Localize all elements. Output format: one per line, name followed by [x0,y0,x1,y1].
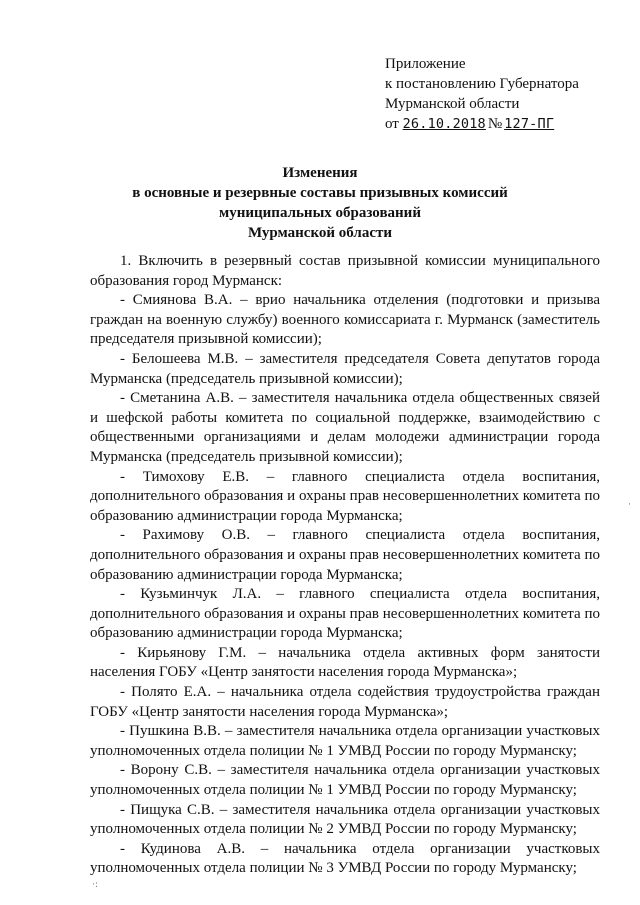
body-paragraph: - Сметанина А.В. – заместителя начальника отдела общественных связей и шефской работы комитета по социальной поддержке, взаимодействию с общественными организациями и делам молодежи администрации города Мурманска (председатель призывной комиссии); [90,390,600,465]
title-line-1: Изменения [282,165,358,181]
decree-reference: к постановлению Губернатора [385,76,579,92]
scan-speck: · [628,500,631,510]
body-paragraph: - Тимохову Е.В. – главного специалиста отдела воспитания, дополнительного образования и охраны прав несовершеннолетних комитета по образованию администрации города Мурманска; [90,468,600,524]
title-line-4: Мурманской области [247,225,393,241]
decree-date: 26.10.2018 [402,116,486,132]
scan-speck: ·: [92,880,98,890]
appendix-label: Приложение [385,56,466,72]
date-prefix: от [385,116,399,132]
document-title [90,163,550,243]
region-name: Мурманской области [385,96,520,112]
body-paragraph: 1. Включить в резервный состав призывной комиссии муниципального образования город Мурманск: [90,253,600,289]
body-paragraph: - Ворону С.В. – заместителя начальника отдела организации участковых уполномоченных отдела полиции № 1 УМВД России по городу Мурманску; [90,762,600,799]
title-line-3: муниципальных образований [219,205,421,221]
body-paragraph: - Белошеева М.В. – заместителя председателя Совета депутатов города Мурманска (председатель призывной комиссии); [90,350,600,387]
date-number-line [385,114,625,134]
body-paragraph: - Смиянова В.А. – врио начальника отделения (подготовки и призыва граждан на военную службу) военного комиссариата г. Мурманск (заместитель председателя призывной комиссии); [90,292,600,348]
body-paragraph: - Пищука С.В. – заместителя начальника отдела организации участковых уполномоченных отдела полиции № 2 УМВД России по городу Мурманску; [90,801,600,838]
body-paragraph: - Кудинова А.В. – начальника отдела организации участковых уполномоченных отдела полиции № 3 УМВД России по городу Мурманску; [90,840,600,877]
decree-number: 127-ПГ [504,116,555,132]
body-paragraph: - Кирьянову Г.М. – начальника отдела активных форм занятости населения ГОБУ «Центр занятости населения города Мурманска»; [90,644,600,681]
body-paragraph: - Полято Е.А. – начальника отдела содействия трудоустройства граждан ГОБУ «Центр занятости населения города Мурманска»; [90,684,600,720]
appendix-header [385,54,625,134]
title-line-2: в основные и резервные составы призывных комиссий [132,185,508,201]
body-paragraph: - Рахимову О.В. – главного специалиста отдела воспитания, дополнительного образования и охраны прав несовершеннолетних комитета по образованию администрации города Мурманска; [90,527,600,583]
document-body [90,252,600,879]
number-label: № [487,116,503,132]
body-paragraph: - Кузьминчук Л.А. – главного специалиста отдела воспитания, дополнительного образования и охраны прав несовершеннолетних комитета по образованию администрации города Мурманска; [90,586,600,642]
body-paragraph: - Пушкина В.В. – заместителя начальника отдела организации участковых уполномоченных отдела полиции № 1 УМВД России по городу Мурманску; [90,723,600,759]
